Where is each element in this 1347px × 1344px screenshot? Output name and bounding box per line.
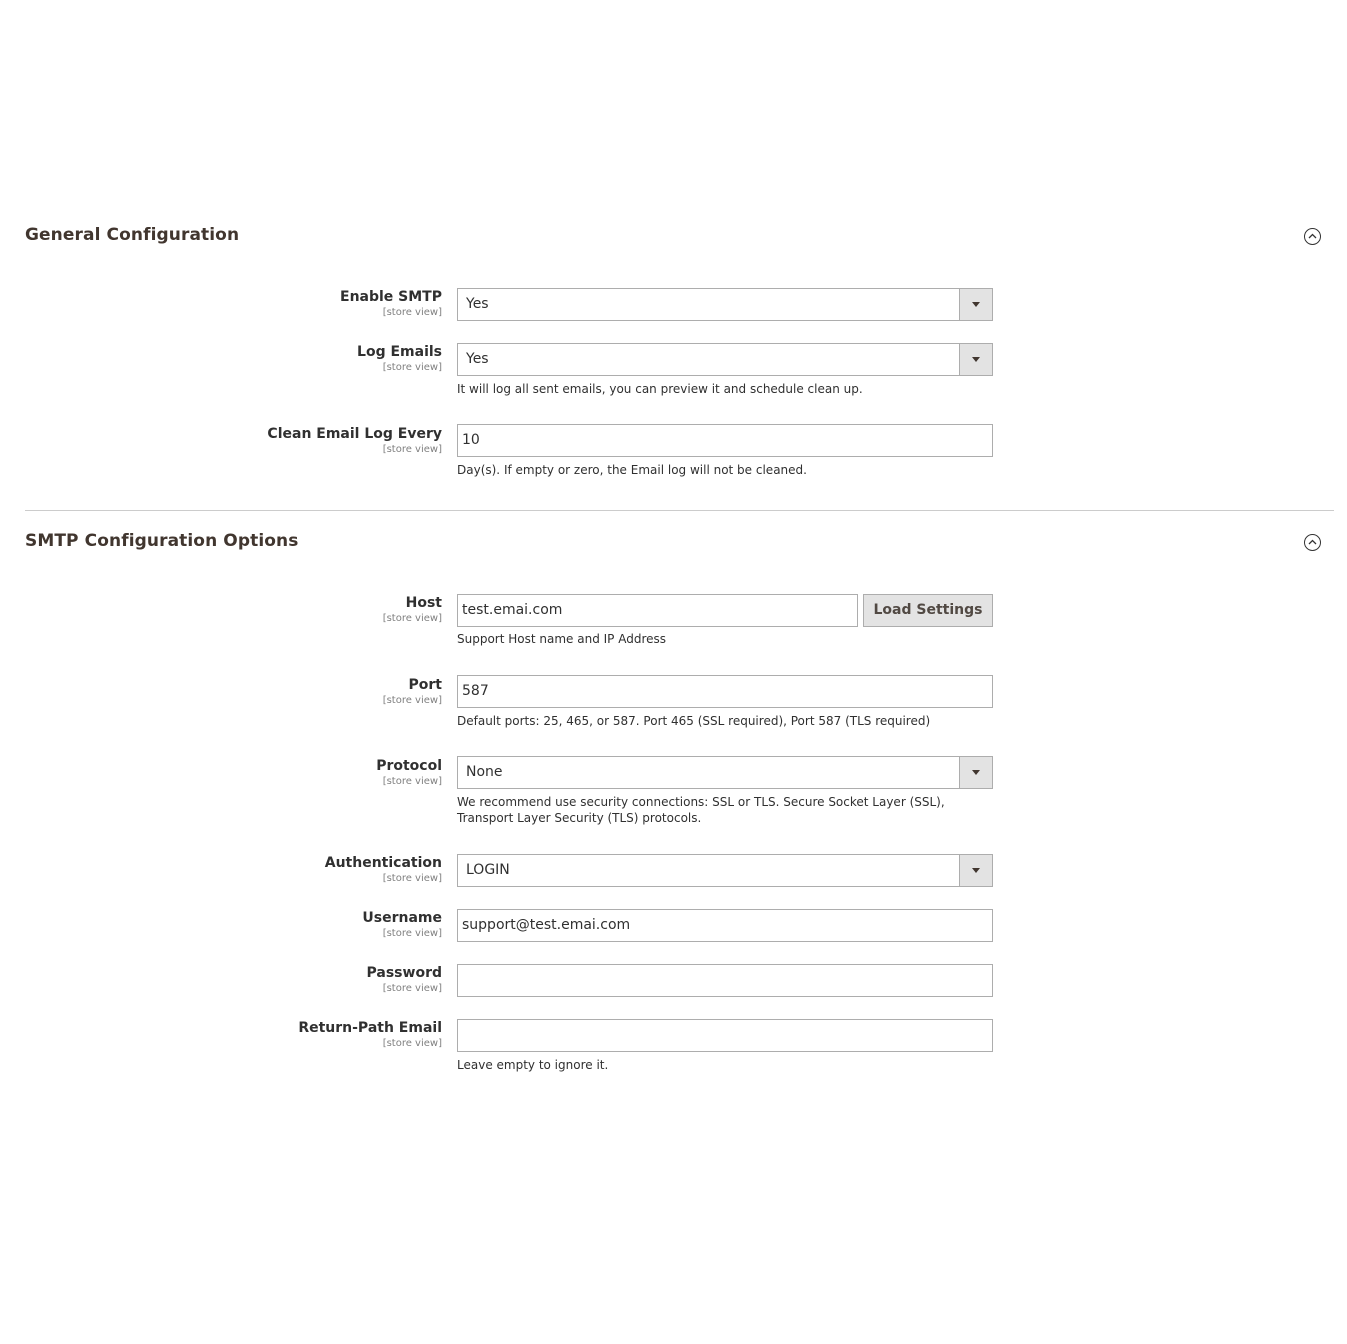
password-label: Password [store view] [142,965,442,995]
section-divider [25,510,1334,511]
enable-smtp-label: Enable SMTP [store view] [142,289,442,319]
host-note: Support Host name and IP Address [457,632,667,646]
general-config-header[interactable] [25,225,1334,249]
port-label: Port [store view] [142,677,442,707]
scope-label: [store view] [382,928,442,939]
return-path-note: Leave empty to ignore it. [457,1058,609,1072]
protocol-label: Protocol [store view] [142,758,442,788]
enable-smtp-select[interactable]: Yes [457,288,993,321]
authentication-select[interactable]: LOGIN [457,854,993,887]
username-input[interactable]: support@test.emai.com [457,909,993,942]
log-emails-note: It will log all sent emails, you can preview it and schedule clean up. [457,382,863,396]
clean-log-label: Clean Email Log Every [store view] [142,426,442,456]
host-input[interactable]: test.emai.com [457,594,858,627]
scope-label: [store view] [382,362,442,373]
clean-log-note: Day(s). If empty or zero, the Email log will not be cleaned. [457,463,807,477]
log-emails-label: Log Emails [store view] [142,344,442,374]
dropdown-arrow-icon[interactable] [959,344,992,375]
port-note: Default ports: 25, 465, or 587. Port 465 (SSL required), Port 587 (TLS required) [457,714,931,728]
protocol-select[interactable]: None [457,756,993,789]
clean-log-input[interactable]: 10 [457,424,993,457]
dropdown-arrow-icon[interactable] [959,757,992,788]
collapse-icon[interactable] [1304,228,1321,245]
scope-label: [store view] [382,444,442,455]
load-settings-button[interactable]: Load Settings [863,594,993,627]
username-label: Username [store view] [142,910,442,940]
return-path-label: Return-Path Email [store view] [142,1020,442,1050]
port-input[interactable]: 587 [457,675,993,708]
scope-label: [store view] [382,695,442,706]
dropdown-arrow-icon[interactable] [959,289,992,320]
scope-label: [store view] [382,1038,442,1049]
general-config-title[interactable]: General Configuration [25,225,240,245]
password-input[interactable] [457,964,993,997]
dropdown-arrow-icon[interactable] [959,855,992,886]
smtp-config-header[interactable] [25,531,1334,555]
scope-label: [store view] [382,776,442,787]
protocol-note: We recommend use security connections: SSL or TLS. Secure Socket Layer (SSL), Transport Layer Security (TLS) protocols. [457,795,945,825]
scope-label: [store view] [382,983,442,994]
scope-label: [store view] [382,613,442,624]
scope-label: [store view] [382,307,442,318]
return-path-input[interactable] [457,1019,993,1052]
scope-label: [store view] [382,873,442,884]
smtp-config-title[interactable]: SMTP Configuration Options [25,531,299,551]
log-emails-select[interactable]: Yes [457,343,993,376]
collapse-icon[interactable] [1304,534,1321,551]
authentication-label: Authentication [store view] [142,855,442,885]
host-label: Host [store view] [142,595,442,625]
